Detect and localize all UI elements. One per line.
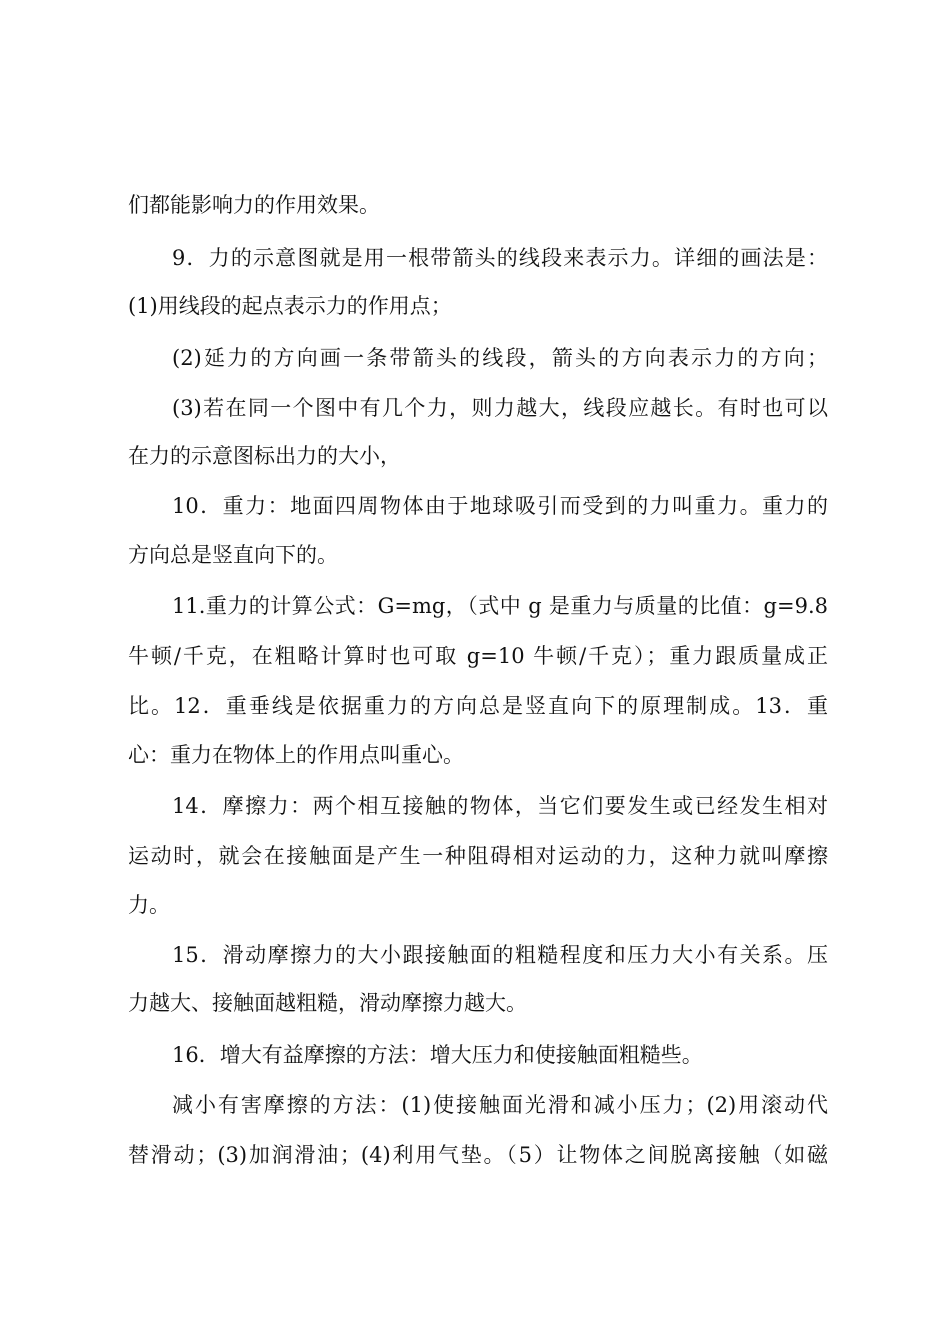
text-line: 力。 [128,893,170,917]
text-line: 14．摩擦力：两个相互接触的物体，当它们要发生或已经发生相对 [172,794,828,818]
text-line: 们都能影响力的作用效果。 [128,193,380,217]
text-line: 在力的示意图标出力的大小， [128,444,401,468]
text-line: 牛顿/千克，在粗略计算时也可取 g=10 牛顿/千克）；重力跟质量成正 [128,644,828,668]
text-line: 力越大、接触面越粗糙，滑动摩擦力越大。 [128,991,527,1015]
text-line: 11.重力的计算公式：G=mg，（式中 g 是重力与质量的比值：g=9.8 [172,594,828,618]
text-line: 比。12．重垂线是依据重力的方向总是竖直向下的原理制成。13．重 [128,694,828,718]
text-line: 运动时，就会在接触面是产生一种阻碍相对运动的力，这种力就叫摩擦 [128,844,828,868]
text-line: (2)延力的方向画一条带箭头的线段，箭头的方向表示力的方向； [172,346,828,370]
text-line: 替滑动；(3)加润滑油；(4)利用气垫。（5）让物体之间脱离接触（如磁 [128,1143,828,1167]
text-line: (3)若在同一个图中有几个力，则力越大，线段应越长。有时也可以 [172,396,828,420]
text-line: 心：重力在物体上的作用点叫重心。 [128,743,464,767]
text-line: 15．滑动摩擦力的大小跟接触面的粗糙程度和压力大小有关系。压 [172,943,828,967]
text-line: 16．增大有益摩擦的方法：增大压力和使接触面粗糙些。 [172,1043,703,1067]
text-line: 9．力的示意图就是用一根带箭头的线段来表示力。详细的画法是： [172,246,828,270]
text-line: (1)用线段的起点表示力的作用点； [128,294,452,318]
text-line: 10．重力：地面四周物体由于地球吸引而受到的力叫重力。重力的 [172,494,828,518]
text-line: 方向总是竖直向下的。 [128,543,338,567]
text-line: 减小有害摩擦的方法：(1)使接触面光滑和减小压力；(2)用滚动代 [172,1093,828,1117]
